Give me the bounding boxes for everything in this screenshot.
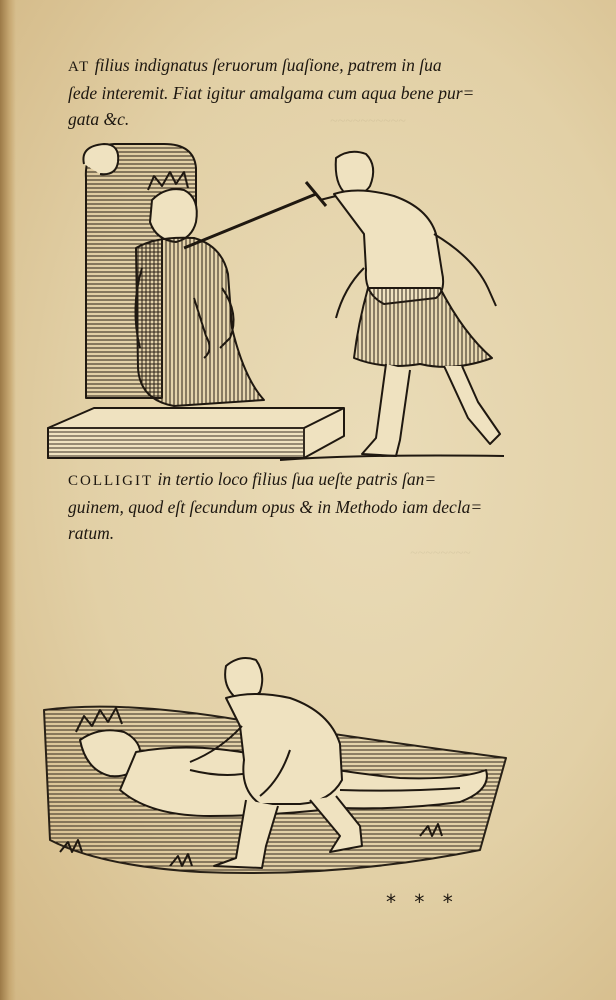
paragraph-1-line-1: AT filius indignatus ſeruorum ſuaſione, patrem in ſua: [68, 55, 442, 75]
woodcut-illustration-1: [44, 138, 524, 468]
paragraph-2-line-1: COLLIGIT in tertio loco filius ſua ueſte patris ſan=: [68, 469, 437, 489]
bleed-through-mark: ~~~~~~~~: [410, 546, 471, 561]
paragraph-1-line-2: ſede interemit. Fiat igitur amalgama cum aqua bene pur=: [68, 83, 475, 103]
paragraph-1-line-3: gata &c.: [68, 109, 130, 129]
paragraph-2-line-2: guinem, quod eſt ſecundum opus & in Methodo iam decla=: [68, 497, 483, 517]
ornament-asterisks: * * *: [386, 890, 459, 914]
page-gutter-shadow: [0, 0, 16, 1000]
paragraph-1-lead-word: AT: [68, 59, 91, 75]
paragraph-1: [68, 52, 538, 132]
paragraph-2-line-3: ratum.: [68, 523, 115, 543]
bleed-through-mark: ~~~~~~~~~~: [330, 114, 406, 129]
paragraph-2-lead-word: COLLIGIT: [68, 473, 154, 489]
paragraph-2: [68, 466, 538, 546]
woodcut-illustration-2: [40, 640, 512, 890]
